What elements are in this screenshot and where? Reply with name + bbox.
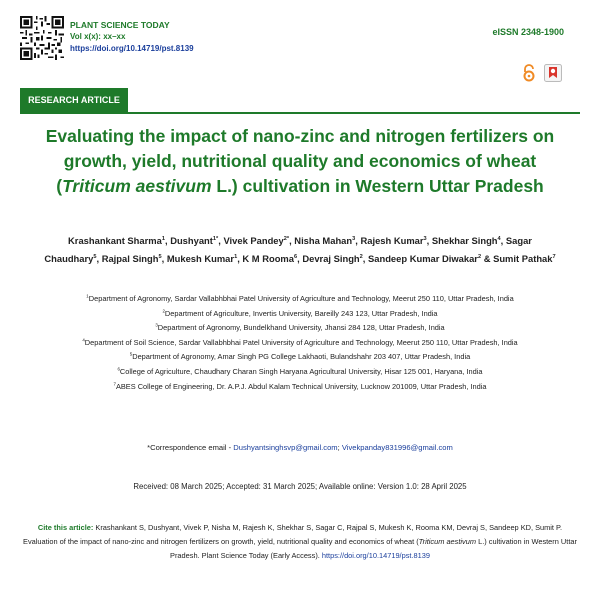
- journal-volume: Vol x(x): xx–xx: [70, 32, 126, 41]
- citation-doi-link[interactable]: https://doi.org/10.14719/pst.8139: [321, 551, 430, 560]
- affiliation-list: [20, 292, 580, 394]
- citation-part-2: L.) cultivation in Western Uttar Pradesh. Plant Science Today (Early Access).: [170, 537, 577, 560]
- title-part-1: Evaluating the impact of nano-zinc and nitrogen fertilizers on growth, yield, nutritional quality and economics of wheat (: [45, 126, 555, 196]
- author-name: Devraj Singh: [302, 253, 360, 264]
- author: [170, 235, 218, 246]
- author: [302, 253, 362, 264]
- affiliation-mark: 2: [162, 308, 165, 314]
- author: [432, 235, 501, 246]
- author-affiliation-mark: 2*: [283, 235, 290, 242]
- affiliation-mark: 1: [86, 293, 89, 299]
- correspondence-label: *Correspondence email -: [147, 443, 234, 452]
- affiliation: [20, 380, 580, 395]
- author: [223, 235, 289, 246]
- author: [102, 253, 162, 264]
- author-name: K M Rooma: [242, 253, 294, 264]
- author-affiliation-mark: 1: [234, 253, 238, 260]
- correspondence-email-1[interactable]: Dushyantsinghsvp@gmail.com: [233, 443, 338, 452]
- author-affiliation-mark: 5: [93, 253, 97, 260]
- title-part-2: L.) cultivation in Western Uttar Pradesh: [211, 176, 544, 196]
- affiliation-text: Department of Agriculture, Invertis University, Bareilly 243 123, Uttar Pradesh, India: [164, 308, 438, 318]
- author-name: Krashankant Sharma: [68, 235, 162, 246]
- citation-part-1: Krashankant S, Dushyant, Vivek P, Nisha M, Rajesh K, Shekhar S, Sagar C, Rajpal S, Mukesh K, Rooma KM, Devraj S, Sandeep KD, Sumit P. Evaluation of the impact of nano-zinc and nitrogen fertilizers on growth, yield, nutritional quality and economics of wheat (: [23, 523, 563, 546]
- author: [493, 253, 556, 264]
- affiliation-text: Department of Soil Science, Sardar Vallabhbhai Patel University of Agriculture and Technology, Meerut 250 110, Uttar Pradesh, India: [84, 337, 518, 347]
- author-list: Krashankant Sharma$^1$, Dushyant$^{1*}$, Vivek Pandey$^{2*}$, Nisha Mahan$^3$, Rajesh Kumar$^3$, Shekhar Singh$^4$, Sagar Chaudhary$^5$, Rajpal Singh$^5$, Mukesh Kumar$^1$, K M Rooma$^6$, Devraj Singh$^2$, Sandeep Kumar Diwakar$^2$ & Sumit Pathak$^7$: [44, 235, 556, 264]
- author-name: Dushyant: [170, 235, 213, 246]
- author-name: Rajesh Kumar: [360, 235, 424, 246]
- author-affiliation-mark: 6: [293, 253, 298, 260]
- affiliation: [20, 321, 580, 336]
- affiliation-text: Department of Agronomy, Amar Singh PG College Lakhaoti, Bulandshahr 203 407, Uttar Pradesh, India: [132, 352, 471, 362]
- affiliation-mark: 6: [117, 366, 120, 372]
- title-species: Triticum aestivum: [62, 176, 212, 196]
- correspondence: [20, 443, 580, 452]
- author-affiliation-mark: 2: [477, 253, 482, 260]
- affiliation: [20, 307, 580, 322]
- article-title: [30, 124, 570, 199]
- affiliation-text: Department of Agronomy, Bundelkhand University, Jhansi 284 128, Uttar Pradesh, India: [157, 323, 445, 333]
- affiliation-mark: 7: [113, 381, 116, 387]
- author-affiliation-mark: 3: [352, 235, 356, 242]
- correspondence-email-2[interactable]: Vivekpanday831996@gmail.com: [341, 443, 453, 452]
- author-name: Sumit Pathak: [493, 253, 553, 264]
- journal-doi-link[interactable]: https://doi.org/10.14719/pst.8139: [70, 44, 194, 53]
- header-divider: [20, 112, 580, 114]
- citation-species: Triticum aestivum: [418, 537, 477, 546]
- affiliation-text: College of Agriculture, Chaudhary Charan Singh Haryana Agricultural University, Hisar 125 001, Haryana, India: [119, 366, 483, 376]
- author-name: Sandeep Kumar Diwakar: [368, 253, 478, 264]
- affiliation: [20, 365, 580, 380]
- author-affiliation-mark: 1*: [212, 235, 219, 242]
- qr-code-icon: [20, 16, 64, 60]
- affiliation: [20, 336, 580, 351]
- article-dates: Received: 08 March 2025; Accepted: 31 March 2025; Available online: Version 1.0: 28 April 2025: [133, 482, 467, 491]
- affiliation-text: Department of Agronomy, Sardar Vallabhbhai Patel University of Agriculture and Technology, Meerut 250 110, Uttar Pradesh, India: [88, 294, 514, 303]
- author-affiliation-mark: 2: [359, 253, 363, 260]
- correspondence-separator: ;: [337, 443, 342, 452]
- affiliation: [20, 350, 580, 365]
- author-name: Shekhar Singh: [431, 235, 498, 246]
- author-affiliation-mark: 5: [158, 253, 162, 260]
- author-name: Rajpal Singh: [101, 253, 159, 264]
- author-affiliation-mark: 4: [497, 235, 501, 242]
- author: [368, 253, 481, 264]
- crossmark-icon[interactable]: [544, 64, 562, 82]
- citation-label: Cite this article:: [37, 523, 94, 532]
- affiliation: [20, 292, 580, 307]
- author-affiliation-mark: 3: [423, 235, 427, 242]
- author: [294, 235, 355, 246]
- author: [360, 235, 426, 246]
- author: [68, 235, 165, 246]
- affiliation-mark: 5: [129, 351, 133, 357]
- author-name: Sagar Chaudhary: [44, 235, 532, 264]
- article-type-badge: RESEARCH ARTICLE: [20, 88, 128, 112]
- author-name: Vivek Pandey: [223, 235, 284, 246]
- author: [242, 253, 297, 264]
- author-affiliation-mark: 7: [552, 253, 556, 260]
- author: [167, 253, 237, 264]
- affiliation-mark: 3: [155, 322, 158, 328]
- author-name: Mukesh Kumar: [166, 253, 235, 264]
- author-name: Nisha Mahan: [294, 235, 353, 246]
- author-affiliation-mark: 1: [161, 235, 165, 242]
- journal-info: [70, 19, 194, 55]
- affiliation-mark: 4: [82, 337, 85, 343]
- citation: [22, 521, 578, 563]
- journal-name: PLANT SCIENCE TODAY: [70, 20, 170, 30]
- eissn: eISSN 2348-1900: [492, 27, 564, 37]
- open-access-icon[interactable]: [522, 64, 536, 82]
- affiliation-text: ABES College of Engineering, Dr. A.P.J. Abdul Kalam Technical University, Lucknow 201009, Uttar Pradesh, India: [115, 381, 487, 391]
